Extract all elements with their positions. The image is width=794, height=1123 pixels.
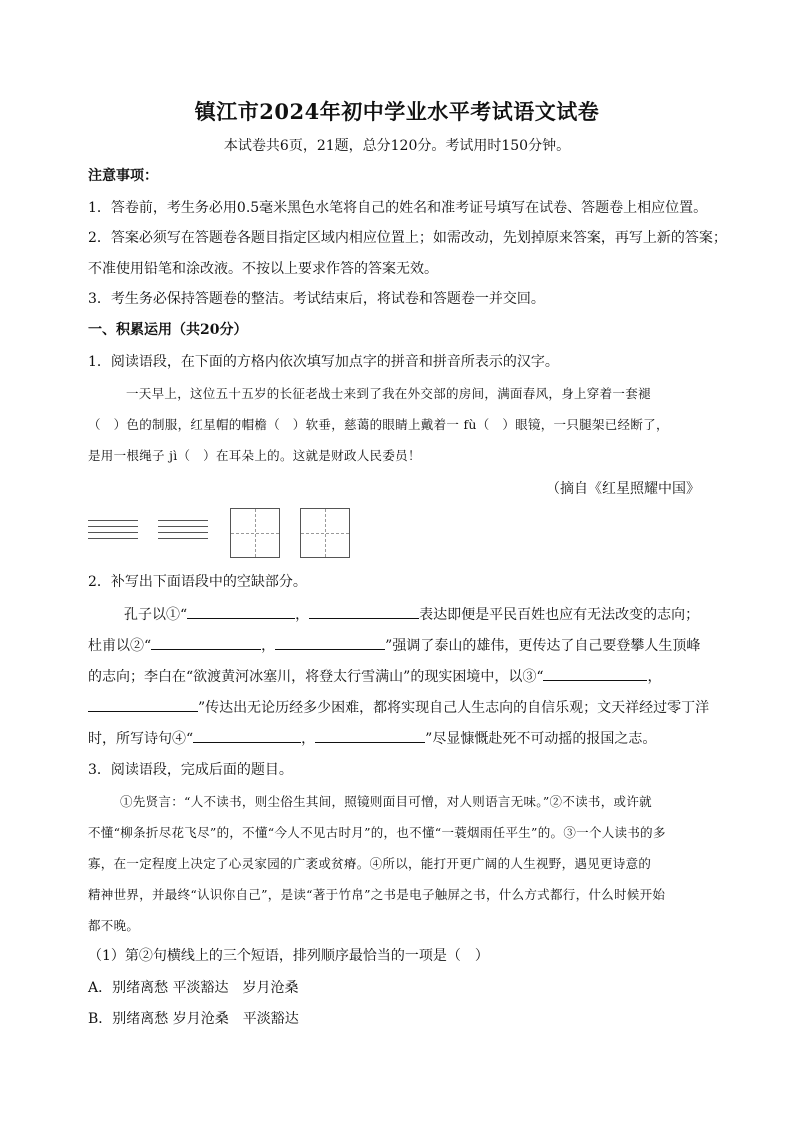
page-subtitle: 本试卷共6页，21题，总分120分。考试用时150分钟。 (223, 138, 571, 154)
blank-4b[interactable] (315, 728, 425, 743)
q2-line2 (88, 635, 700, 656)
q3-prompt: 3．阅读语段，完成后面的题目。 (88, 762, 293, 778)
section-heading: 一、积累运用（共20分） (88, 322, 248, 338)
q2-line4 (88, 697, 709, 718)
blank-1b[interactable] (309, 604, 419, 619)
q2-text: ， (647, 669, 662, 685)
q3-passage-line1: ①先贤言：“人不读书，则尘俗生其间，照镜则面目可憎，对人则语言无味。”②不读书，或许就 (120, 794, 652, 809)
answer-lines-2[interactable] (158, 520, 208, 542)
notice-item-2b: 不准使用铅笔和涂改液。不按以上要求作答的答案无效。 (88, 261, 438, 277)
notice-item-1: 1．答卷前，考生务必用0.5毫米黑色水笔将自己的姓名和准考证号填写在试卷、答题卷上相应位置。 (88, 200, 708, 216)
notice-item-2a: 2．答案必须写在答题卷各题目指定区域内相应位置上；如需改动，先划掉原来答案，再写上新的答案； (88, 230, 727, 246)
q2-text: 杜甫以②“ (88, 638, 152, 654)
q2-text: ， (261, 638, 276, 654)
q2-line5 (88, 728, 656, 749)
answer-grid-box-2[interactable] (300, 508, 350, 558)
blank-3b[interactable] (88, 697, 198, 712)
q2-text: ”传达出无论历经多少困难，都将实现自己人生志向的自信乐观；文天祥经过零丁洋 (198, 700, 710, 716)
q3-passage-line5: 都不晚。 (88, 918, 140, 933)
q3-option-a[interactable]: A．别绪离愁 平淡豁达 岁月沧桑 (88, 980, 299, 996)
q1-prompt: 1．阅读语段，在下面的方格内依次填写加点字的拼音和拼音所表示的汉字。 (88, 354, 559, 370)
answer-grid-box-1[interactable] (230, 508, 280, 558)
q2-line1 (124, 604, 699, 625)
q2-text: ， (301, 731, 316, 747)
q1-source: （摘自《红星照耀中国》 (546, 481, 700, 497)
blank-3a[interactable] (543, 666, 647, 681)
page-title: 镇江市2024年初中学业水平考试语文试卷 (194, 99, 600, 124)
notice-heading: 注意事项： (88, 168, 158, 184)
q2-line3 (88, 666, 661, 687)
q1-passage-line3: 是用一根绳子 jì（ ）在耳朵上的。这就是财政人民委员！ (88, 448, 421, 463)
q1-passage-line1: 一天早上，这位五十五岁的长征老战士来到了我在外交部的房间，满面春风，身上穿着一套褪 (126, 386, 651, 401)
blank-4a[interactable] (193, 728, 301, 743)
q2-text: 时，所写诗句④“ (88, 731, 194, 747)
q1-passage-line2: （ ）色的制服，红星帽的帽檐（ ）软垂，慈蔼的眼睛上戴着一 fù（ ）眼镜，一只腿架已经断了， (88, 417, 669, 432)
answer-lines-1[interactable] (88, 520, 138, 542)
blank-2b[interactable] (275, 635, 385, 650)
q2-text: 的志向；李白在“欲渡黄河冰塞川，将登太行雪满山”的现实困境中，以③“ (88, 669, 544, 685)
q2-prompt: 2．补写出下面语段中的空缺部分。 (88, 574, 307, 590)
q2-text: 孔子以①“ (124, 607, 188, 623)
q2-text: ， (295, 607, 310, 623)
q3-sub1: （1）第②句横线上的三个短语，排列顺序最恰当的一项是（ ） (88, 948, 489, 964)
blank-2a[interactable] (151, 635, 261, 650)
q3-option-b[interactable]: B．别绪离愁 岁月沧桑 平淡豁达 (88, 1011, 299, 1027)
blank-1a[interactable] (187, 604, 295, 619)
q3-passage-line2: 不懂“柳条折尽花飞尽”的，不懂“今人不见古时月”的，也不懂“一蓑烟雨任平生”的。③一个人读书的多 (88, 825, 666, 840)
notice-item-3: 3．考生务必保持答题卷的整洁。考试结束后，将试卷和答题卷一并交回。 (88, 291, 545, 307)
q2-text: 表达即便是平民百姓也应有无法改变的志向； (419, 607, 700, 623)
q2-text: ”强调了泰山的雄伟，更传达了自己要登攀人生顶峰 (385, 638, 701, 654)
q3-passage-line4: 精神世界，并最终“认识你自己”，是读“著于竹帛”之书是电子触屏之书，什么方式都行，什么时候开始 (88, 887, 666, 902)
q2-text: ”尽显慷慨赴死不可动摇的报国之志。 (425, 731, 657, 747)
q3-passage-line3: 寡，在一定程度上决定了心灵家园的广袤或贫瘠。④所以，能打开更广阔的人生视野，遇见更诗意的 (88, 856, 652, 871)
